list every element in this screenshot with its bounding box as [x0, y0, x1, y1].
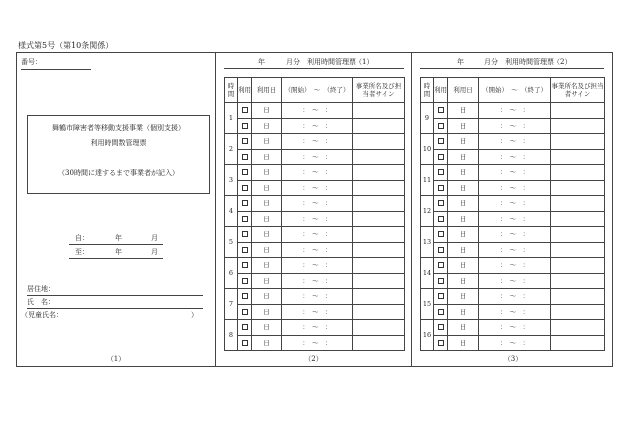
time-cell[interactable]: ： ～ ：	[479, 103, 551, 119]
use-checkbox[interactable]	[438, 107, 444, 113]
time-cell[interactable]: ： ～ ：	[479, 304, 551, 320]
time-cell[interactable]: ： ～ ：	[282, 273, 353, 289]
time-cell[interactable]: ： ～ ：	[282, 149, 353, 165]
usage-table-2	[420, 77, 605, 351]
date-cell[interactable]: 日	[448, 242, 479, 258]
date-cell[interactable]: 日	[448, 335, 479, 351]
use-checkbox-cell	[434, 165, 448, 181]
table-row	[225, 289, 405, 305]
use-checkbox-cell	[434, 180, 448, 196]
hour-number: 16	[421, 320, 434, 351]
use-checkbox[interactable]	[438, 123, 444, 129]
sheet2-number: （2）	[553, 58, 572, 66]
time-cell[interactable]: ： ～ ：	[282, 118, 353, 134]
use-checkbox-cell	[238, 211, 252, 227]
time-cell[interactable]: ： ～ ：	[479, 196, 551, 212]
use-checkbox-cell	[434, 149, 448, 165]
sign-cell[interactable]	[353, 258, 405, 274]
table-row	[421, 304, 605, 320]
time-cell[interactable]: ： ～ ：	[282, 103, 353, 119]
sheet2-year: 年	[457, 58, 464, 66]
use-checkbox-cell	[434, 258, 448, 274]
time-cell[interactable]: ： ～ ：	[282, 227, 353, 243]
use-checkbox-cell	[434, 242, 448, 258]
cover-title-box	[27, 115, 210, 194]
hour-number: 4	[225, 196, 238, 227]
table-row	[225, 118, 405, 134]
use-checkbox-cell	[434, 134, 448, 150]
sign-cell[interactable]	[353, 103, 405, 119]
use-checkbox-cell	[238, 134, 252, 150]
time-cell[interactable]: ： ～ ：	[282, 180, 353, 196]
sign-cell[interactable]	[353, 118, 405, 134]
date-cell[interactable]: 日	[448, 273, 479, 289]
hour-number: 7	[225, 289, 238, 320]
sign-cell[interactable]	[353, 134, 405, 150]
sign-cell[interactable]	[551, 211, 605, 227]
time-cell[interactable]: ： ～ ：	[479, 273, 551, 289]
date-cell[interactable]: 日	[448, 227, 479, 243]
date-cell[interactable]: 日	[252, 134, 282, 150]
hour-number: 5	[225, 227, 238, 258]
use-checkbox[interactable]	[438, 262, 444, 268]
sign-cell[interactable]	[353, 289, 405, 305]
header-time: （開始） ～ （終了）	[479, 78, 551, 103]
name-label: 氏 名：	[27, 298, 55, 306]
cover-subtitle: 利用時間数管理票	[90, 139, 147, 147]
use-checkbox[interactable]	[242, 123, 248, 129]
address-label: 居住地：	[27, 285, 55, 293]
use-checkbox-cell	[238, 180, 252, 196]
time-cell[interactable]: ： ～ ：	[479, 242, 551, 258]
form-sheet	[16, 52, 613, 367]
child-name-close: ）	[191, 311, 198, 319]
table-row	[421, 289, 605, 305]
table-row	[421, 242, 605, 258]
from-label: 自：	[75, 234, 89, 242]
time-cell[interactable]: ： ～ ：	[479, 211, 551, 227]
page-number-1: （1）	[106, 355, 126, 363]
time-cell[interactable]: ： ～ ：	[282, 211, 353, 227]
header-hour: 時間	[421, 78, 434, 103]
form-title: 様式第5号（第10条関係）	[18, 41, 114, 50]
use-checkbox[interactable]	[438, 216, 444, 222]
time-cell[interactable]: ： ～ ：	[479, 320, 551, 336]
panel-divider-1	[215, 53, 216, 366]
use-checkbox[interactable]	[438, 340, 444, 346]
sheet2-title: 月分 利用時間管理票	[484, 58, 554, 66]
number-label: 番号：	[21, 58, 42, 66]
use-checkbox-cell	[434, 320, 448, 336]
use-checkbox[interactable]	[242, 200, 248, 206]
time-cell[interactable]: ： ～ ：	[282, 335, 353, 351]
sign-cell[interactable]	[353, 242, 405, 258]
hour-number: 14	[421, 258, 434, 289]
use-checkbox[interactable]	[438, 278, 444, 284]
date-cell[interactable]: 日	[448, 258, 479, 274]
table-row	[225, 149, 405, 165]
hour-number: 13	[421, 227, 434, 258]
use-checkbox[interactable]	[438, 247, 444, 253]
sign-cell[interactable]	[551, 149, 605, 165]
sheet1-year: 年	[258, 58, 265, 66]
table-row	[421, 165, 605, 181]
use-checkbox[interactable]	[242, 154, 248, 160]
sign-cell[interactable]	[353, 227, 405, 243]
header-date: 利用日	[448, 78, 479, 103]
date-cell[interactable]: 日	[252, 289, 282, 305]
to-month-label: 月	[151, 248, 158, 256]
usage-table-1	[224, 77, 405, 351]
use-checkbox-cell	[434, 289, 448, 305]
use-checkbox[interactable]	[242, 247, 248, 253]
table-row	[421, 273, 605, 289]
use-checkbox[interactable]	[242, 169, 248, 175]
date-cell[interactable]: 日	[448, 134, 479, 150]
header-use: 利用	[238, 78, 252, 103]
date-cell[interactable]: 日	[448, 211, 479, 227]
sign-cell[interactable]	[551, 273, 605, 289]
header-use: 利用	[434, 78, 448, 103]
to-year-label: 年	[115, 248, 122, 256]
use-checkbox[interactable]	[438, 154, 444, 160]
sign-cell[interactable]	[353, 149, 405, 165]
sign-cell[interactable]	[551, 165, 605, 181]
from-underline	[69, 244, 163, 245]
date-cell[interactable]: 日	[252, 320, 282, 336]
sign-cell[interactable]	[551, 103, 605, 119]
use-checkbox-cell	[434, 304, 448, 320]
table-row	[225, 335, 405, 351]
use-checkbox[interactable]	[242, 185, 248, 191]
table-row	[225, 242, 405, 258]
table-row	[421, 103, 605, 119]
use-checkbox[interactable]	[438, 138, 444, 144]
sign-cell[interactable]	[551, 196, 605, 212]
use-checkbox-cell	[434, 211, 448, 227]
table-row	[421, 227, 605, 243]
use-checkbox-cell	[238, 118, 252, 134]
sheet1-title-underline	[224, 68, 404, 69]
time-cell[interactable]: ： ～ ：	[282, 289, 353, 305]
date-cell[interactable]: 日	[448, 165, 479, 181]
table-row	[421, 118, 605, 134]
time-cell[interactable]: ： ～ ：	[479, 149, 551, 165]
hour-number: 15	[421, 289, 434, 320]
use-checkbox-cell	[434, 196, 448, 212]
hour-number: 6	[225, 258, 238, 289]
date-cell[interactable]: 日	[252, 118, 282, 134]
sign-cell[interactable]	[551, 320, 605, 336]
date-cell[interactable]: 日	[252, 273, 282, 289]
time-cell[interactable]: ： ～ ：	[282, 258, 353, 274]
use-checkbox-cell	[238, 103, 252, 119]
table-row	[421, 180, 605, 196]
sign-cell[interactable]	[353, 304, 405, 320]
sign-cell[interactable]	[353, 180, 405, 196]
to-underline	[69, 258, 163, 259]
time-cell[interactable]: ： ～ ：	[282, 320, 353, 336]
sign-cell[interactable]	[353, 273, 405, 289]
use-checkbox[interactable]	[242, 309, 248, 315]
header-time: （開始） ～ （終了）	[282, 78, 353, 103]
use-checkbox-cell	[434, 273, 448, 289]
table-header-row	[421, 78, 605, 103]
date-cell[interactable]: 日	[448, 149, 479, 165]
address-line	[27, 295, 203, 296]
use-checkbox[interactable]	[242, 231, 248, 237]
date-cell[interactable]: 日	[448, 118, 479, 134]
header-sign: 事業所名及び担当者サイン	[551, 78, 605, 103]
date-cell[interactable]: 日	[448, 320, 479, 336]
date-cell[interactable]: 日	[252, 242, 282, 258]
table-row	[225, 304, 405, 320]
use-checkbox[interactable]	[242, 216, 248, 222]
use-checkbox[interactable]	[242, 324, 248, 330]
date-cell[interactable]: 日	[252, 180, 282, 196]
name-line	[27, 308, 203, 309]
time-cell[interactable]: ： ～ ：	[282, 242, 353, 258]
sign-cell[interactable]	[353, 320, 405, 336]
use-checkbox-cell	[238, 242, 252, 258]
use-checkbox-cell	[238, 149, 252, 165]
table-row	[421, 335, 605, 351]
sheet1-number: （1）	[355, 58, 374, 66]
use-checkbox-cell	[238, 304, 252, 320]
time-cell[interactable]: ： ～ ：	[282, 165, 353, 181]
cover-title: 舞鶴市障害者等移動支援事業（個別支援）	[52, 124, 185, 132]
header-sign: 事業所名及び担当者サイン	[353, 78, 405, 103]
time-cell[interactable]: ： ～ ：	[282, 134, 353, 150]
time-cell[interactable]: ： ～ ：	[479, 289, 551, 305]
sign-cell[interactable]	[551, 258, 605, 274]
use-checkbox[interactable]	[438, 293, 444, 299]
use-checkbox[interactable]	[242, 293, 248, 299]
table-row	[421, 196, 605, 212]
date-cell[interactable]: 日	[252, 335, 282, 351]
use-checkbox[interactable]	[242, 278, 248, 284]
use-checkbox-cell	[238, 273, 252, 289]
number-field-line	[21, 69, 91, 70]
table-row	[421, 149, 605, 165]
table-row	[225, 196, 405, 212]
date-cell[interactable]: 日	[448, 180, 479, 196]
sign-cell[interactable]	[551, 118, 605, 134]
table-row	[225, 258, 405, 274]
use-checkbox-cell	[434, 118, 448, 134]
header-date: 利用日	[252, 78, 282, 103]
time-cell[interactable]: ： ～ ：	[479, 134, 551, 150]
child-name-label: （児童氏名：	[21, 311, 63, 319]
sign-cell[interactable]	[551, 180, 605, 196]
time-cell[interactable]: ： ～ ：	[479, 227, 551, 243]
date-cell[interactable]: 日	[252, 149, 282, 165]
use-checkbox[interactable]	[438, 324, 444, 330]
table-row	[225, 180, 405, 196]
use-checkbox-cell	[238, 258, 252, 274]
sheet2-title-underline	[420, 68, 604, 69]
use-checkbox-cell	[238, 289, 252, 305]
table-row	[225, 227, 405, 243]
sign-cell[interactable]	[551, 289, 605, 305]
use-checkbox-cell	[434, 103, 448, 119]
time-cell[interactable]: ： ～ ：	[479, 118, 551, 134]
date-cell[interactable]: 日	[252, 304, 282, 320]
use-checkbox[interactable]	[438, 169, 444, 175]
panel-divider-2	[411, 53, 412, 366]
table-row	[421, 211, 605, 227]
table-row	[225, 273, 405, 289]
hour-number: 10	[421, 134, 434, 165]
table-row	[225, 103, 405, 119]
time-cell[interactable]: ： ～ ：	[479, 335, 551, 351]
sign-cell[interactable]	[353, 165, 405, 181]
sign-cell[interactable]	[551, 242, 605, 258]
use-checkbox-cell	[238, 320, 252, 336]
table-row	[421, 258, 605, 274]
from-year-label: 年	[115, 234, 122, 242]
hour-number: 3	[225, 165, 238, 196]
sign-cell[interactable]	[551, 134, 605, 150]
to-label: 至：	[75, 248, 89, 256]
sign-cell[interactable]	[551, 304, 605, 320]
page-number-3: （3）	[503, 355, 523, 363]
hour-number: 1	[225, 103, 238, 134]
table-row	[225, 134, 405, 150]
use-checkbox-cell	[434, 335, 448, 351]
date-cell[interactable]: 日	[252, 227, 282, 243]
table-row	[225, 165, 405, 181]
use-checkbox-cell	[238, 196, 252, 212]
use-checkbox[interactable]	[438, 231, 444, 237]
use-checkbox-cell	[238, 165, 252, 181]
time-cell[interactable]: ： ～ ：	[282, 304, 353, 320]
sign-cell[interactable]	[353, 335, 405, 351]
use-checkbox-cell	[238, 335, 252, 351]
from-month-label: 月	[151, 234, 158, 242]
time-cell[interactable]: ： ～ ：	[479, 258, 551, 274]
date-cell[interactable]: 日	[252, 165, 282, 181]
date-cell[interactable]: 日	[448, 304, 479, 320]
table-row	[421, 320, 605, 336]
use-checkbox[interactable]	[242, 138, 248, 144]
table-row	[225, 211, 405, 227]
date-cell[interactable]: 日	[252, 211, 282, 227]
date-cell[interactable]: 日	[252, 258, 282, 274]
date-cell[interactable]: 日	[448, 196, 479, 212]
date-cell[interactable]: 日	[448, 103, 479, 119]
hour-number: 8	[225, 320, 238, 351]
use-checkbox[interactable]	[438, 200, 444, 206]
hour-number: 11	[421, 165, 434, 196]
time-cell[interactable]: ： ～ ：	[282, 196, 353, 212]
use-checkbox[interactable]	[438, 309, 444, 315]
use-checkbox[interactable]	[242, 340, 248, 346]
table-header-row	[225, 78, 405, 103]
use-checkbox[interactable]	[242, 262, 248, 268]
use-checkbox-cell	[434, 227, 448, 243]
date-cell[interactable]: 日	[252, 196, 282, 212]
sign-cell[interactable]	[353, 211, 405, 227]
sign-cell[interactable]	[551, 227, 605, 243]
cover-note: （30時間に達するまで事業者が記入）	[58, 169, 179, 177]
header-hour: 時間	[225, 78, 238, 103]
table-row	[421, 134, 605, 150]
use-checkbox[interactable]	[242, 107, 248, 113]
use-checkbox-cell	[238, 227, 252, 243]
page-number-2: （2）	[304, 355, 323, 363]
table-row	[225, 320, 405, 336]
time-cell[interactable]: ： ～ ：	[479, 165, 551, 181]
hour-number: 9	[421, 103, 434, 134]
sign-cell[interactable]	[551, 335, 605, 351]
hour-number: 12	[421, 196, 434, 227]
time-cell[interactable]: ： ～ ：	[479, 180, 551, 196]
hour-number: 2	[225, 134, 238, 165]
sheet1-title: 月分 利用時間管理票	[286, 58, 356, 66]
date-cell[interactable]: 日	[252, 103, 282, 119]
use-checkbox[interactable]	[438, 185, 444, 191]
sign-cell[interactable]	[353, 196, 405, 212]
date-cell[interactable]: 日	[448, 289, 479, 305]
